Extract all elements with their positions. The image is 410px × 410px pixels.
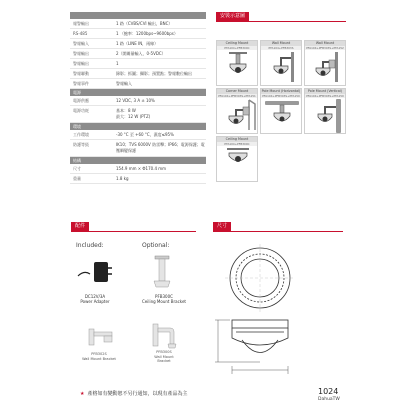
pole-mount-vertical-drawing: [305, 98, 347, 134]
adapter-caption: DC12V/3A Power Adapter: [80, 294, 110, 304]
spec-row: 電源供應 12 VDC, 3 A ± 10%: [70, 96, 206, 106]
pfb300c-caption: PFB300C Ceiling Mount Bracket: [142, 294, 186, 304]
spec-row: 警報事件 警報輸入: [70, 79, 206, 89]
spec-table: [70, 12, 206, 184]
bracket-cell: Pole Mount (Horizontal) PFA104+PFB303S+PFA150: [260, 88, 302, 134]
dimension-drawing: [210, 240, 310, 380]
spec-row: RS-485 1 （鮑率：1200bps~9600bps）: [70, 29, 206, 39]
wall-mount-drawing: [261, 50, 303, 86]
spec-section-structure: 結構: [70, 157, 206, 164]
footer-note: ★ 產格如有變動恕不另行通知，以現有產品為主: [80, 391, 188, 397]
page-number: 1024: [318, 387, 339, 396]
wall-bracket-pfb302s-icon: [86, 326, 116, 350]
spec-row: 尺寸 154.9 mm × Φ170.4 mm: [70, 164, 206, 174]
pfb300s-caption: PFB300S Wall Mount Bracket: [154, 350, 174, 363]
bracket-cell: Wall Mount PFA104+PFB303S: [260, 40, 302, 86]
ceiling-mount-drawing-2: [217, 146, 259, 182]
spec-row: 警報輸出 2（開關量輸入，0-5VDC）: [70, 49, 206, 59]
wall-bracket-pfb300s-icon: [150, 322, 178, 352]
bracket-cell: Pole Mount (Vertical) PFA104+PFB303S+PFA150: [304, 88, 346, 134]
spec-row: 工作環境 -30 °C 至 +60 °C，濕度≤95%: [70, 130, 206, 140]
ceiling-bracket-icon: [150, 255, 174, 293]
spec-row: 電源功耗 基本：8 W 最大：12 W (PTZ): [70, 106, 206, 123]
install-diagram-header: 安裝示意圖: [216, 12, 249, 21]
bracket-cell: Ceiling Mount PFA104+PFB300C: [216, 136, 258, 182]
install-header-line: [216, 21, 346, 22]
wall-mount-box-drawing: [305, 50, 347, 86]
bracket-cell: Corner Mount PFA104+PFB303S+PFA151: [216, 88, 258, 134]
bracket-grid: [216, 40, 346, 180]
pfb302s-caption: PFB302S Wall Mount Bracket: [82, 352, 116, 361]
spec-row: 重量 1.8 kg: [70, 174, 206, 184]
side-view: [232, 320, 288, 353]
spec-section-power: 電源: [70, 89, 206, 96]
spec-section-top: [70, 12, 206, 19]
accessories-header-line: [71, 231, 196, 232]
bracket-cell: Wall Mount PFA104+PFB303S+PFA152: [304, 40, 346, 86]
spec-row: 警報輸入 1 路（LINE IN，兩線）: [70, 39, 206, 49]
dimensions-header-line: [213, 231, 343, 232]
corner-mount-drawing: [217, 98, 259, 134]
ceiling-mount-drawing: [217, 50, 259, 86]
optional-title: Optional:: [142, 242, 170, 249]
power-adapter-icon: [76, 256, 116, 292]
spec-section-environment: 環境: [70, 123, 206, 130]
dimensions-header: 尺寸: [213, 222, 231, 231]
spec-row: 警報輸出 1: [70, 59, 206, 69]
brand-label: DahuaTW: [318, 397, 340, 402]
bracket-cell: Ceiling Mount PFA104+PFB300C: [216, 40, 258, 86]
spec-row: 警報聯動 錄影；抓圖；攝影；預置點；警報數位輸出: [70, 69, 206, 79]
spec-row: 防護等級 IK10；TVS 6000V 防雷擊；IP66；電源保護；電壓瞬變保護: [70, 140, 206, 157]
spec-row: 報警輸出 1 路（CVBS/CVI 輸出，BNC）: [70, 19, 206, 29]
bullet-star-icon: ★: [80, 391, 85, 397]
pole-mount-horizontal-drawing: [261, 98, 303, 134]
included-title: Included:: [76, 242, 104, 249]
accessories-header: 配件: [71, 222, 89, 231]
